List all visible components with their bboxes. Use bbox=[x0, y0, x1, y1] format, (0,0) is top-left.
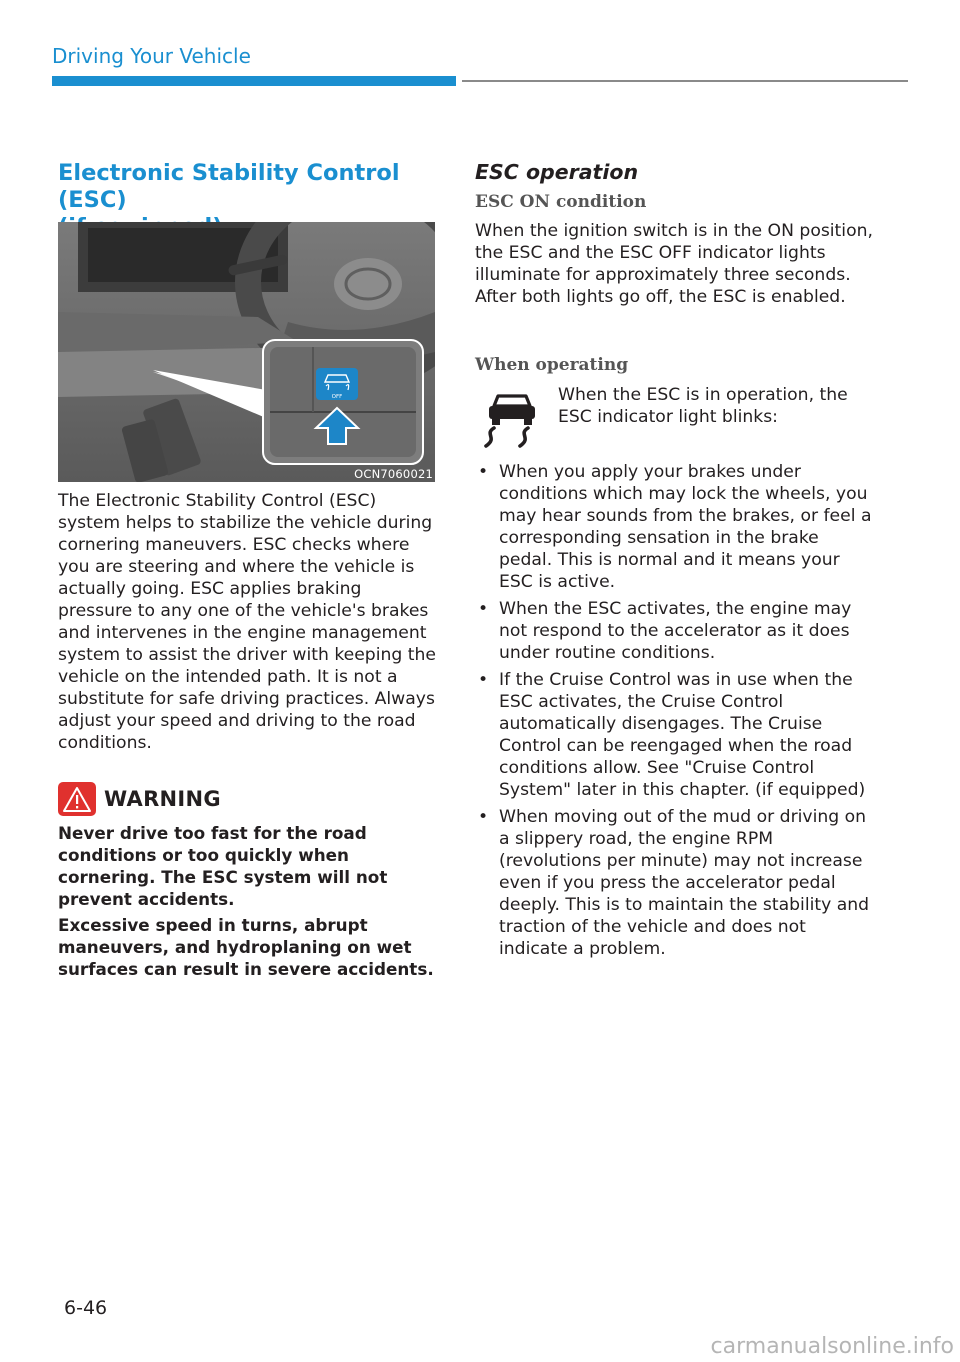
list-item bbox=[475, 669, 875, 801]
esc-operation-title: ESC operation bbox=[475, 160, 639, 184]
list-item bbox=[475, 461, 875, 593]
dashboard-illustration bbox=[58, 222, 435, 482]
watermark: carmanualsonline.info bbox=[710, 1334, 954, 1359]
warning-paragraph-2: Excessive speed in turns, abrupt maneuvers, and hydroplaning on wet surfaces can result in severe accidents. bbox=[58, 915, 434, 979]
section-title-line-1: Electronic Stability Control (ESC) bbox=[58, 160, 400, 213]
esc-off-button-label: OFF bbox=[331, 394, 343, 400]
esc-button-photo bbox=[58, 222, 435, 482]
bullet-marker: • bbox=[478, 599, 489, 619]
bullet-marker: • bbox=[478, 670, 489, 690]
intro-paragraph: The Electronic Stability Control (ESC) system helps to stabilize the vehicle during cornering maneuvers. ESC checks where you are steering and where the vehicle is actually going. ESC applies braking pressure to any one of the vehicle's brakes and intervenes in the engine management system to assist the driver with keeping the vehicle on the intended path. It is not a substitute for safe driving practices. Always adjust your speed and driving to the road conditions. bbox=[58, 491, 436, 753]
list-item-text: If the Cruise Control was in use when the ESC activates, the Cruise Control automatically disengages. The Cruise Control can be reengaged when the road conditions allow. See "Cruise Control System" later in this chapter. (if equipped) bbox=[499, 670, 866, 800]
list-item-text: When the ESC activates, the engine may not respond to the accelerator as it does under routine conditions. bbox=[499, 599, 852, 663]
esc-on-condition-text: When the ignition switch is in the ON position, the ESC and the ESC OFF indicator lights illuminate for approximately three seconds. After both lights go off, the ESC is enabled. bbox=[475, 221, 873, 307]
running-header: Driving Your Vehicle bbox=[52, 44, 251, 68]
header-rule bbox=[462, 80, 908, 82]
bullet-marker: • bbox=[478, 807, 489, 827]
warning-paragraph-1: Never drive too fast for the road conditions or too quickly when cornering. The ESC system will not prevent accidents. bbox=[58, 823, 388, 909]
when-operating-heading: When operating bbox=[475, 355, 629, 375]
warning-triangle-icon bbox=[58, 782, 96, 816]
warning-label: WARNING bbox=[104, 787, 221, 811]
bullet-marker: • bbox=[478, 462, 489, 482]
list-item-text: When moving out of the mud or driving on a slippery road, the engine RPM (revolutions per minute) may not increase even if you press the accelerator pedal deeply. This is to maintain the stability and traction of the vehicle and does not indicate a problem. bbox=[499, 807, 870, 959]
esc-operation-bullets bbox=[475, 461, 875, 965]
esc-on-condition-heading: ESC ON condition bbox=[475, 192, 647, 212]
list-item bbox=[475, 806, 875, 960]
list-item bbox=[475, 598, 875, 664]
warning-heading bbox=[58, 782, 221, 816]
figure-code: OCN7060021 bbox=[354, 467, 433, 481]
esc-skid-car-icon bbox=[480, 392, 544, 448]
list-item-text: When you apply your brakes under conditions which may lock the wheels, you may hear sounds from the brakes, or feel a corresponding sensation in the brake pedal. This is normal and it means your ESC is active. bbox=[499, 462, 872, 592]
page-number: 6-46 bbox=[64, 1297, 108, 1319]
header-rule-accent bbox=[52, 76, 456, 86]
when-operating-text: When the ESC is in operation, the ESC indicator light blinks: bbox=[558, 385, 848, 427]
